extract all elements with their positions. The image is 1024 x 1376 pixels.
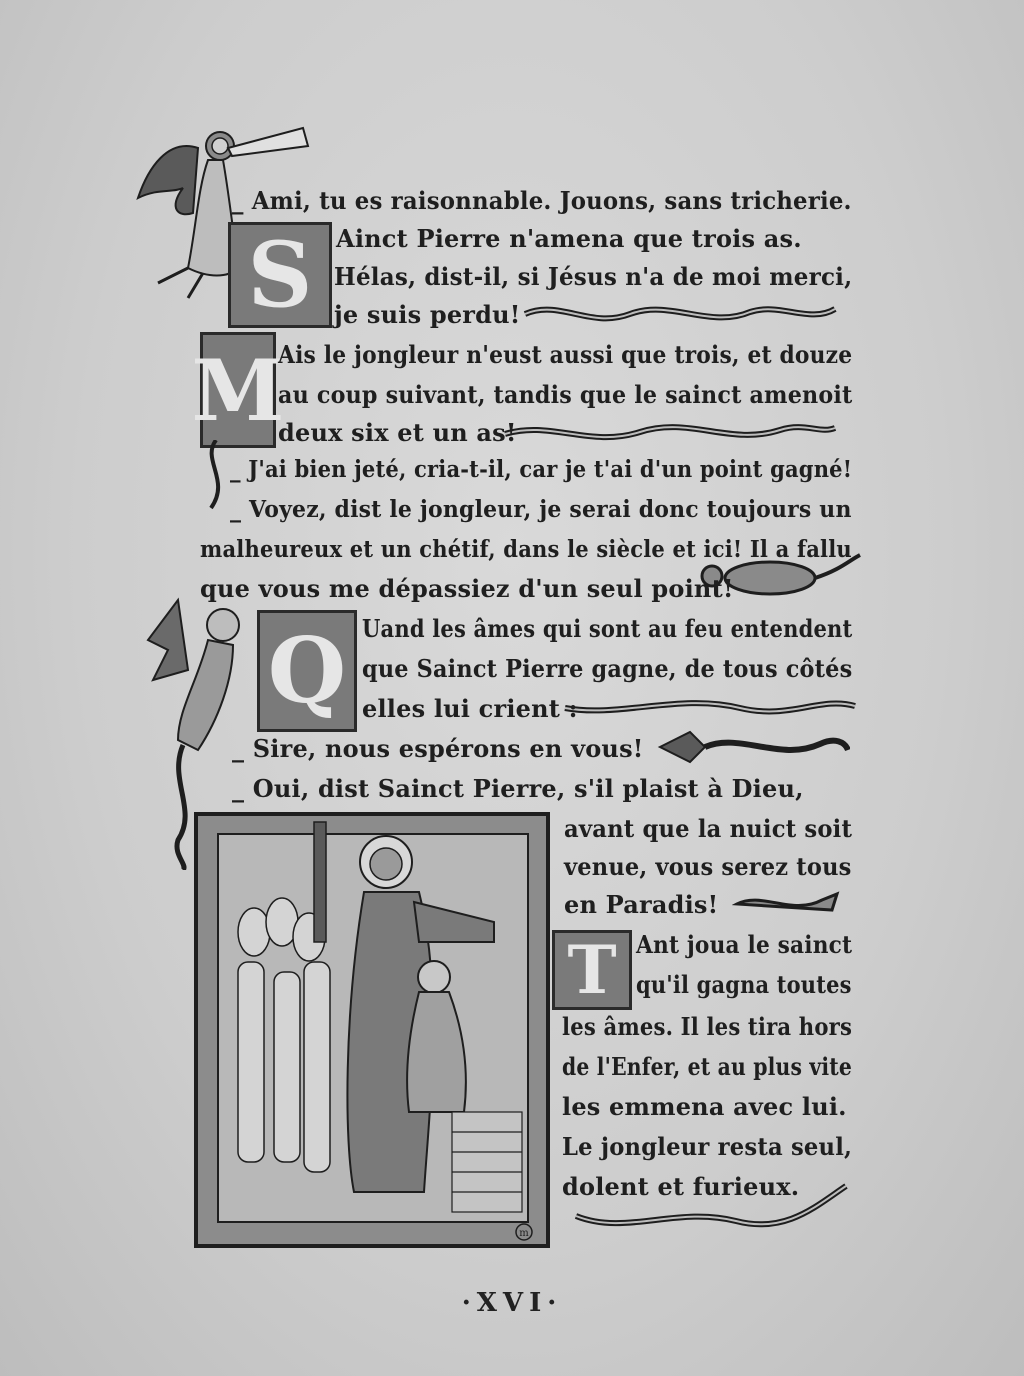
- dragon-ornament-1: [520, 294, 840, 334]
- illustration-saint-peter: [194, 812, 550, 1248]
- dropcap-m: M: [200, 332, 276, 448]
- dropcap-t: T: [552, 930, 632, 1010]
- text-line: Hélas, dist-il, si Jésus n'a de moi merci,: [334, 262, 853, 291]
- dragon-ornament-2: [500, 412, 840, 452]
- page-number: ·XVI·: [461, 1288, 563, 1318]
- text-line: je suis perdu!: [334, 300, 521, 329]
- text-line: malheureux et un chétif, dans le siècle et ici! Il a fallu: [200, 536, 852, 563]
- text-line: de l'Enfer, et au plus vite: [562, 1052, 852, 1081]
- text-line: Uand les âmes qui sont au feu entendent: [362, 614, 853, 643]
- text-line: deux six et un as!: [278, 418, 517, 447]
- text-line: Ant joua le sainct: [636, 930, 853, 959]
- text-line: les âmes. Il les tira hors: [562, 1012, 853, 1041]
- illustration-monogram: m: [519, 1228, 529, 1239]
- text-line: que Sainct Pierre gagne, de tous côtés: [362, 654, 853, 683]
- text-line: Le jongleur resta seul,: [562, 1132, 853, 1161]
- text-line: les emmena avec lui.: [562, 1092, 847, 1121]
- text-line: en Paradis!: [564, 890, 719, 919]
- text-line: _ Sire, nous espérons en vous!: [232, 734, 644, 763]
- text-line: venue, vous serez tous: [564, 852, 852, 881]
- dropcap-s: S: [228, 222, 332, 328]
- text-line: _ Ami, tu es raisonnable. Jouons, sans tricherie.: [232, 186, 852, 215]
- text-line: elles lui crient :: [362, 694, 578, 723]
- text-line: avant que la nuict soit: [564, 814, 853, 843]
- text-line: dolent et furieux.: [562, 1172, 800, 1201]
- fish-ornament: [732, 886, 842, 920]
- text-line: au coup suivant, tandis que le sainct amenoit: [278, 380, 853, 409]
- dragon-head-ornament: [650, 722, 850, 772]
- text-line: _ Oui, dist Sainct Pierre, s'il plaist à Dieu,: [232, 774, 804, 803]
- text-line: Ainct Pierre n'amena que trois as.: [336, 224, 802, 253]
- text-line: Ais le jongleur n'eust aussi que trois, et douze: [278, 340, 853, 369]
- text-line: que vous me dépassiez d'un seul point!: [200, 574, 734, 603]
- text-line: _ J'ai bien jeté, cria-t-il, car je t'ai d'un point gagné!: [230, 456, 853, 483]
- dropcap-q: Q: [257, 610, 357, 732]
- text-line: _ Voyez, dist le jongleur, je serai donc toujours un: [230, 496, 852, 523]
- text-line: qu'il gagna toutes: [636, 970, 852, 999]
